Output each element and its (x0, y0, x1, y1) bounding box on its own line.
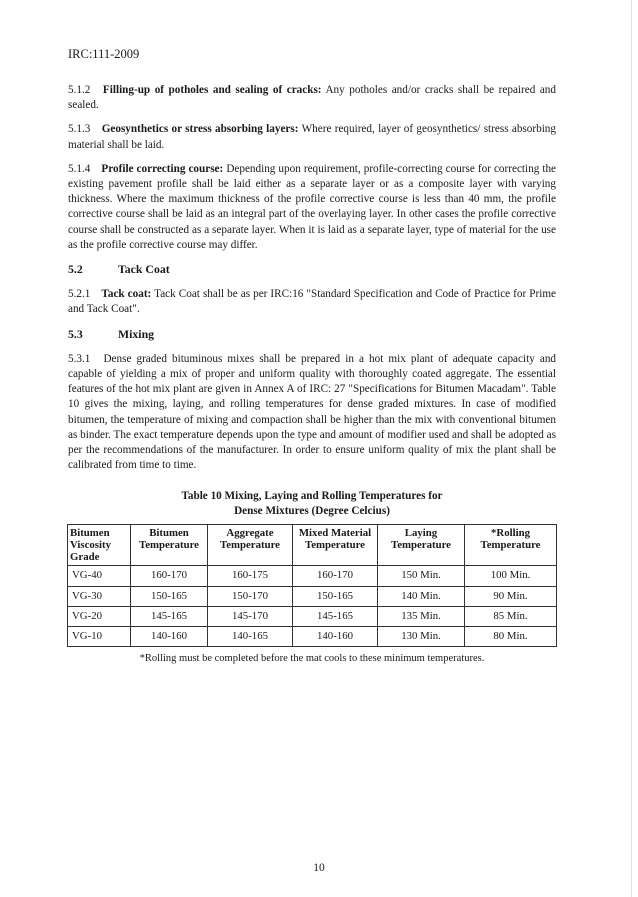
column-header-aggregate-temp: Aggregate Temperature (208, 525, 293, 566)
cell-grade: VG-20 (68, 606, 131, 626)
cell-aggregate-temp: 160-175 (208, 566, 293, 586)
clause-body: Tack Coat shall be as per IRC:16 "Standard Specification and Code of Practice for Prime and Tack Coat". (68, 288, 556, 316)
section-title: Mixing (118, 326, 155, 341)
page-edge (631, 0, 632, 897)
cell-rolling-temp: 80 Min. (465, 627, 557, 647)
cell-rolling-temp: 90 Min. (465, 586, 557, 606)
clause-title: Profile correcting course: (101, 162, 224, 175)
para-5-1-2 (68, 83, 556, 113)
clause-title: Geosynthetics or stress absorbing layers: (101, 123, 299, 136)
section-number: 5.2 (68, 262, 83, 277)
column-header-laying-temp: Laying Temperature (378, 525, 465, 566)
temperature-table (67, 524, 557, 647)
section-heading-5-2 (68, 262, 556, 277)
section-title: Tack Coat (118, 262, 170, 277)
cell-laying-temp: 140 Min. (378, 586, 465, 606)
cell-aggregate-temp: 145-170 (208, 606, 293, 626)
column-header-mixed-temp: Mixed Material Temperature (293, 525, 378, 566)
table-header-row (68, 525, 557, 566)
clause-title: Filling-up of potholes and sealing of cracks: (102, 84, 322, 96)
table-row (68, 586, 557, 606)
cell-aggregate-temp: 150-170 (208, 586, 293, 606)
cell-mixed-temp: 140-160 (293, 627, 378, 647)
cell-grade: VG-10 (68, 627, 131, 647)
cell-mixed-temp: 160-170 (293, 566, 378, 586)
para-5-2-1 (68, 287, 556, 317)
clause-number: 5.3.1 (68, 352, 91, 365)
para-5-1-3 (68, 122, 556, 152)
cell-bitumen-temp: 150-165 (131, 586, 208, 606)
cell-bitumen-temp: 140-160 (131, 627, 208, 647)
cell-mixed-temp: 150-165 (293, 586, 378, 606)
para-5-3-1 (68, 352, 556, 474)
cell-rolling-temp: 100 Min. (465, 566, 557, 586)
cell-laying-temp: 135 Min. (378, 606, 465, 626)
clause-number: 5.1.3 (68, 123, 91, 136)
table-caption-line-1: Table 10 Mixing, Laying and Rolling Temperatures for (181, 490, 443, 503)
clause-body: Dense graded bituminous mixes shall be prepared in a hot mix plant of adequate capacity and capable of yielding a mix of proper and uniform quality with thoroughly coated aggregate. The essential features of the hot mix plant are given in Annex A of IRC: 27 "Specifications for Bitumen Macadam". Table 10 gives the mixing, laying, and rolling temperatures for dense graded mixtures. In case of modified bitumen, the temperature of mixing and compaction shall be higher than the mix with conventional bitumen as binder. The exact temperature depends upon the type and amount of modifier used and shall be adopted as per the recommendations of the manufacturer. In order to ensure uniform quality of mix the plant shall be calibrated from time to time. (68, 352, 557, 472)
cell-laying-temp: 130 Min. (378, 627, 465, 647)
table-row (68, 606, 557, 626)
cell-aggregate-temp: 140-165 (208, 627, 293, 647)
cell-grade: VG-30 (68, 586, 131, 606)
clause-title: Tack coat: (101, 288, 152, 301)
page-number: 10 (313, 862, 325, 874)
clause-number: 5.1.2 (68, 84, 91, 96)
clause-body: Where required, layer of geosynthetics/ stress absorbing material shall be laid. (68, 123, 556, 151)
cell-bitumen-temp: 145-165 (131, 606, 208, 626)
table-row (68, 566, 557, 586)
cell-rolling-temp: 85 Min. (465, 606, 557, 626)
cell-mixed-temp: 145-165 (293, 606, 378, 626)
table-row (68, 627, 557, 647)
table-caption (68, 489, 556, 519)
section-number: 5.3 (68, 326, 83, 341)
cell-bitumen-temp: 160-170 (131, 566, 208, 586)
page-content (68, 83, 556, 666)
table-caption-line-2: Dense Mixtures (Degree Celcius) (234, 505, 390, 518)
document-header: IRC:111-2009 (68, 47, 140, 61)
column-header-grade: Bitumen Viscosity Grade (68, 525, 131, 566)
clause-body: Depending upon requirement, profile-correcting course for correcting the existing pavement profile shall be laid either as a separate layer or as a composite layer with varying thickness. Where the maximum thickness of the profile corrective course is less than 40 mm, the profile corrective course shall be laid as an integral part of the overlaying layer. In other cases the profile corrective course shall be constructed as a separate layer. When it is laid as a separate layer, type of material for the use as the profile corrective course may differ. (68, 162, 557, 251)
section-heading-5-3 (68, 327, 556, 342)
para-5-1-4 (68, 162, 556, 253)
cell-grade: VG-40 (68, 566, 131, 586)
table-footnote: *Rolling must be completed before the mat cools to these minimum temperatures. (139, 653, 485, 665)
clause-number: 5.1.4 (68, 162, 91, 175)
column-header-rolling-temp: *Rolling Temperature (465, 525, 557, 566)
column-header-bitumen-temp: Bitumen Temperature (131, 525, 208, 566)
clause-number: 5.2.1 (68, 288, 91, 301)
cell-laying-temp: 150 Min. (378, 566, 465, 586)
clause-body: Any potholes and/or cracks shall be repaired and sealed. (68, 84, 556, 112)
